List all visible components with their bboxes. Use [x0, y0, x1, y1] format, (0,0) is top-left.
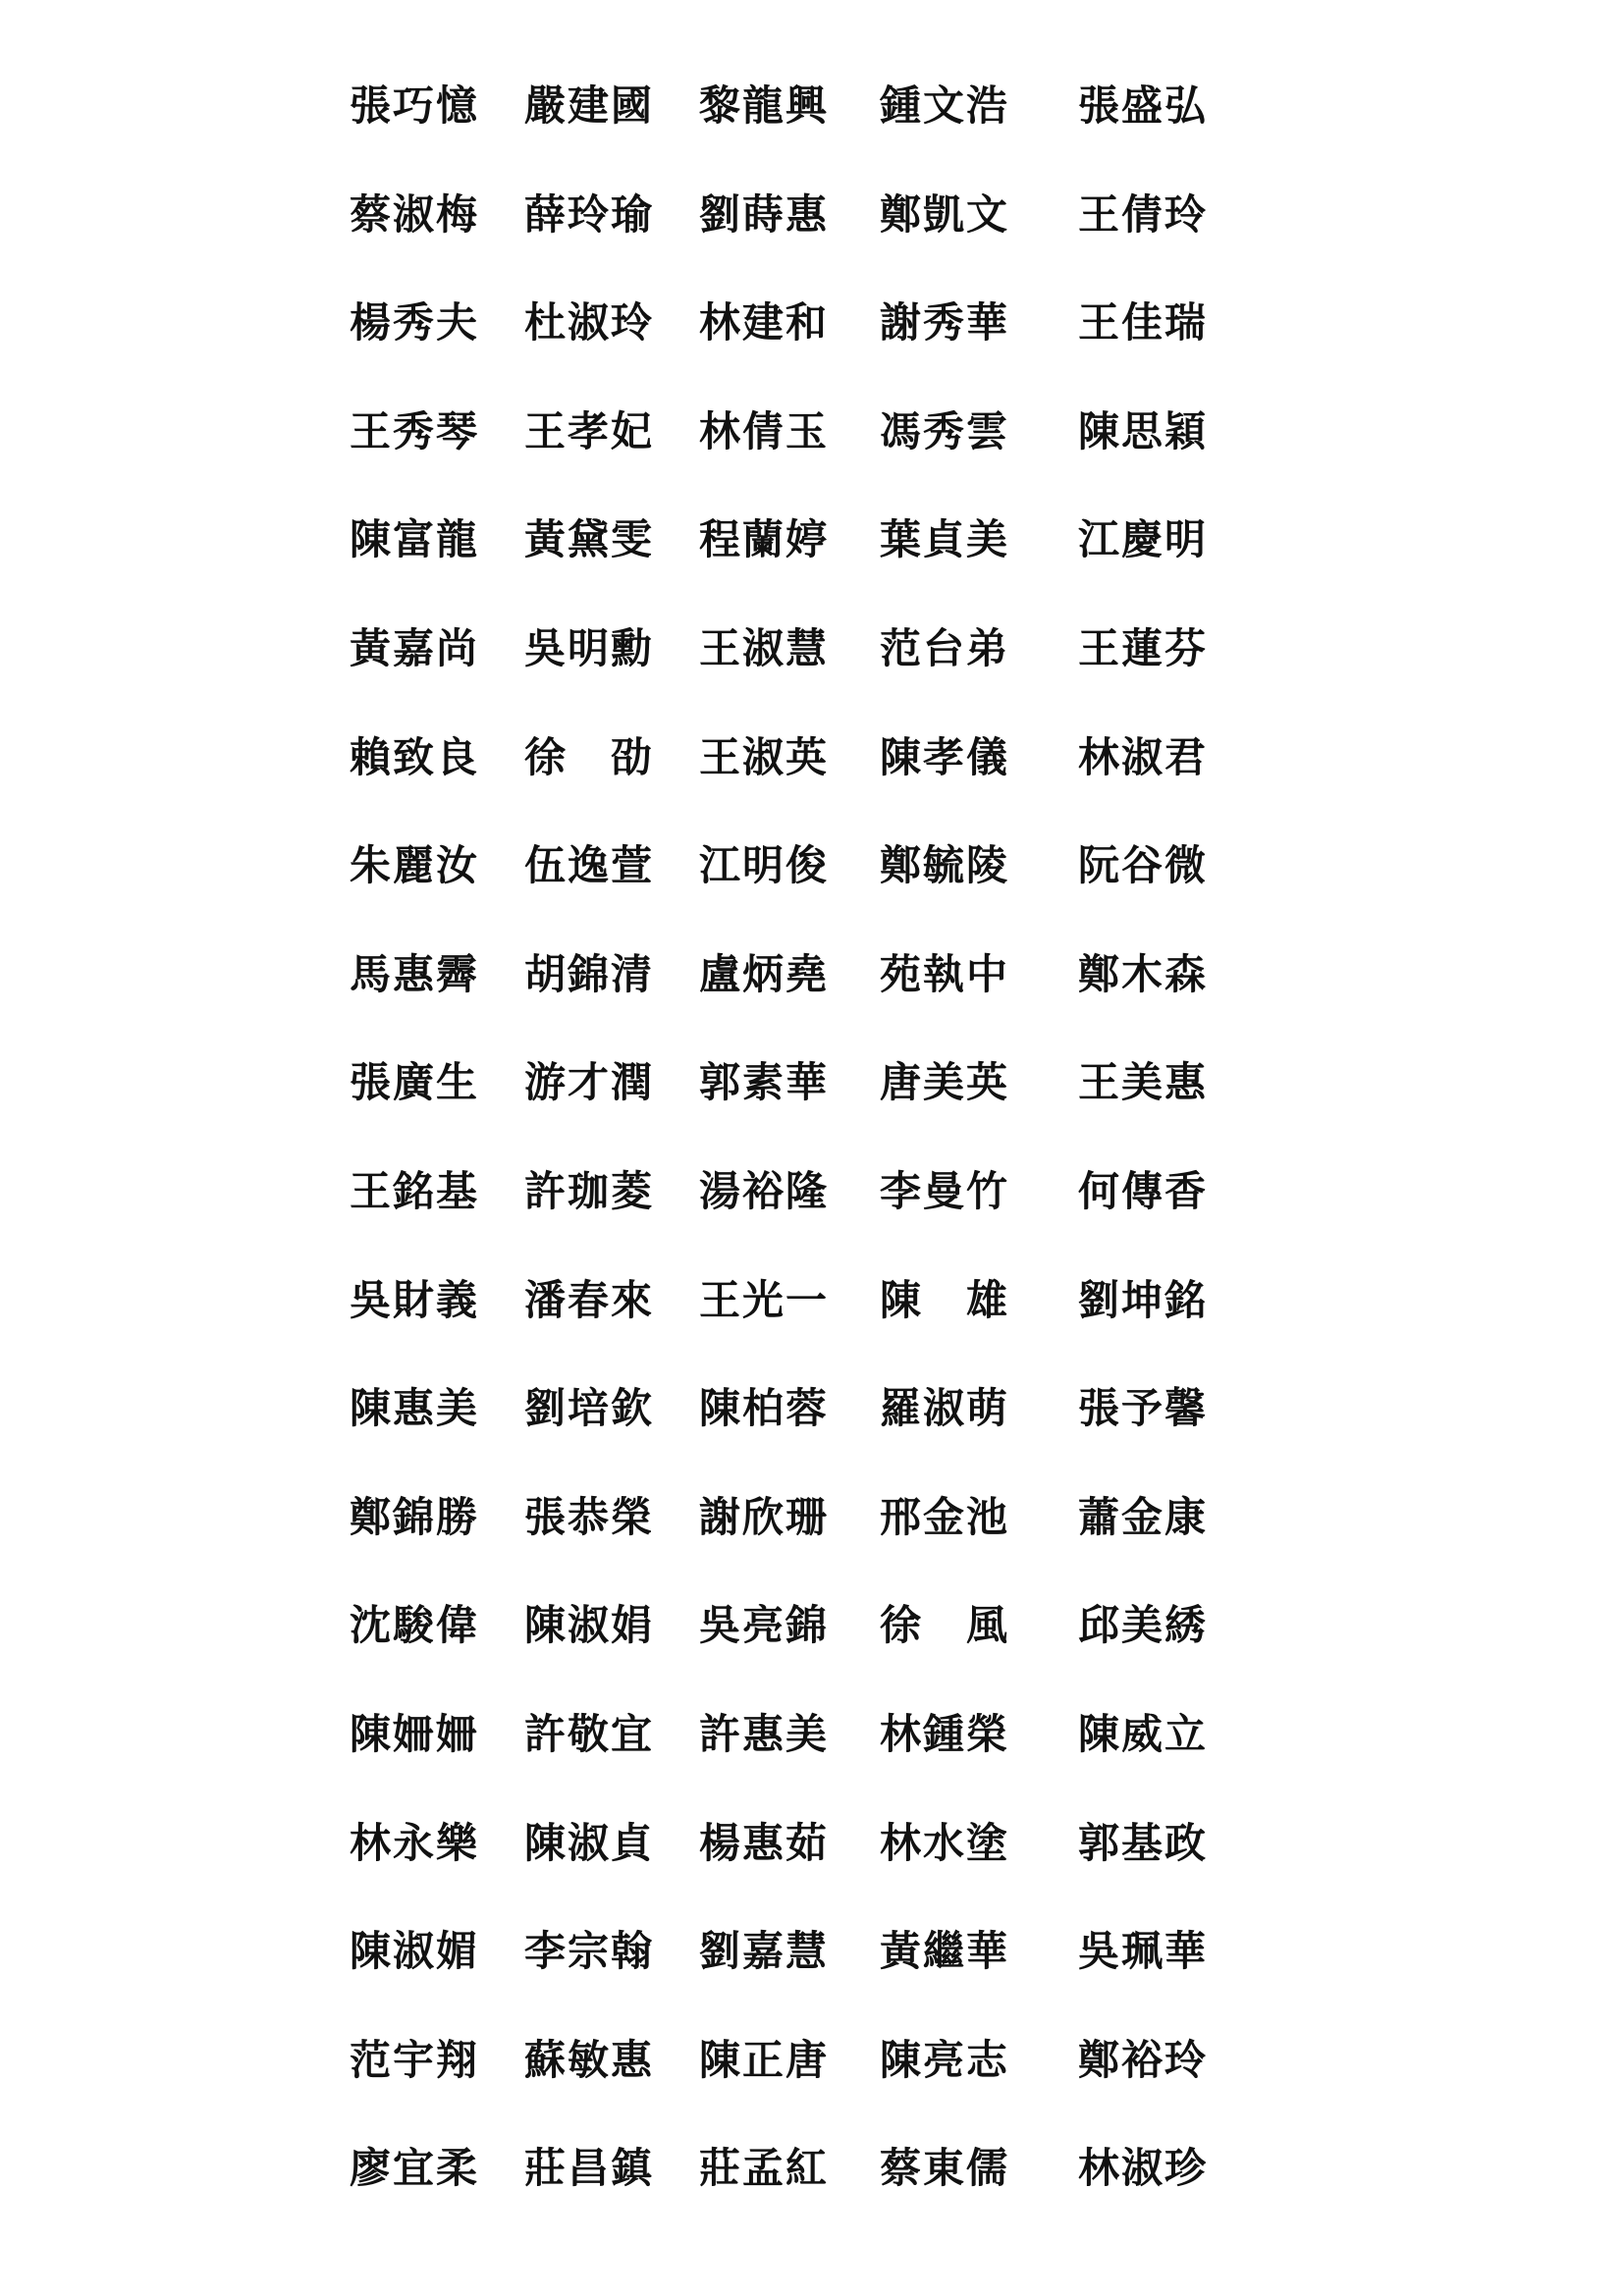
name-entry: 莊孟紅 — [699, 2144, 830, 2193]
name-entry: 林倩玉 — [699, 406, 830, 455]
name-entry: 張巧憶 — [350, 81, 480, 130]
name-entry: 江明俊 — [699, 841, 830, 890]
name-row — [0, 67, 1624, 145]
name-entry: 黃繼華 — [880, 1927, 1010, 1976]
name-entry: 王倩玲 — [1078, 189, 1209, 239]
name-entry: 賴致良 — [350, 732, 480, 781]
name-entry: 唐美英 — [880, 1058, 1010, 1107]
name-row — [0, 1804, 1624, 1883]
name-row — [0, 1912, 1624, 1991]
name-entry: 楊秀夫 — [350, 298, 480, 347]
name-entry: 林淑君 — [1078, 732, 1209, 781]
name-entry: 林鍾榮 — [880, 1710, 1010, 1758]
name-entry: 陳柏蓉 — [699, 1384, 830, 1433]
name-entry: 劉坤銘 — [1078, 1275, 1209, 1324]
name-entry: 蘇敏惠 — [524, 2035, 655, 2084]
name-entry: 吳珮華 — [1078, 1927, 1209, 1976]
name-entry: 鄭凱文 — [880, 189, 1010, 239]
name-entry: 葉貞美 — [880, 515, 1010, 564]
name-entry: 劉培欽 — [524, 1384, 655, 1433]
name-entry: 楊惠茹 — [699, 1818, 830, 1867]
name-row — [0, 935, 1624, 1014]
name-entry: 潘春來 — [524, 1275, 655, 1324]
name-entry: 鍾文浩 — [880, 81, 1010, 130]
name-row — [0, 1478, 1624, 1557]
name-entry: 蕭金康 — [1078, 1492, 1209, 1541]
name-entry: 許敬宜 — [524, 1710, 655, 1758]
name-row — [0, 1152, 1624, 1231]
name-entry: 吳財義 — [350, 1275, 480, 1324]
name-entry: 陳姍姍 — [350, 1710, 480, 1758]
name-entry: 伍逸萱 — [524, 841, 655, 890]
name-entry: 李宗翰 — [524, 1927, 655, 1976]
name-entry: 王孝妃 — [524, 406, 655, 455]
name-entry: 吳明勳 — [524, 624, 655, 672]
name-entry: 范台弟 — [880, 624, 1010, 672]
name-row — [0, 1043, 1624, 1122]
name-entry: 許珈菱 — [524, 1167, 655, 1215]
name-entry: 朱麗汝 — [350, 841, 480, 890]
name-entry: 謝秀華 — [880, 298, 1010, 347]
name-entry: 徐 劭 — [524, 732, 655, 781]
name-entry: 郭基政 — [1078, 1818, 1209, 1867]
name-entry: 張恭榮 — [524, 1492, 655, 1541]
name-entry: 馮秀雲 — [880, 406, 1010, 455]
name-entry: 邢金池 — [880, 1492, 1010, 1541]
name-row — [0, 1369, 1624, 1448]
name-entry: 李曼竹 — [880, 1167, 1010, 1215]
name-entry: 王銘基 — [350, 1167, 480, 1215]
name-row — [0, 284, 1624, 362]
name-entry: 王秀琴 — [350, 406, 480, 455]
name-entry: 林永樂 — [350, 1818, 480, 1867]
name-row — [0, 1695, 1624, 1774]
name-entry: 黃黛雯 — [524, 515, 655, 564]
name-entry: 羅淑萌 — [880, 1384, 1010, 1433]
name-entry: 嚴建國 — [524, 81, 655, 130]
name-entry: 馬惠霽 — [350, 949, 480, 998]
name-row — [0, 501, 1624, 579]
name-entry: 王美惠 — [1078, 1058, 1209, 1107]
name-entry: 蔡淑梅 — [350, 189, 480, 239]
name-entry: 黃嘉尚 — [350, 624, 480, 672]
name-entry: 王淑慧 — [699, 624, 830, 672]
name-entry: 江慶明 — [1078, 515, 1209, 564]
name-entry: 湯裕隆 — [699, 1167, 830, 1215]
name-entry: 陳惠美 — [350, 1384, 480, 1433]
name-entry: 鄭木森 — [1078, 949, 1209, 998]
name-entry: 薛玲瑜 — [524, 189, 655, 239]
name-row — [0, 393, 1624, 471]
name-entry: 張予馨 — [1078, 1384, 1209, 1433]
name-row — [0, 610, 1624, 688]
name-row — [0, 176, 1624, 254]
name-entry: 林淑珍 — [1078, 2144, 1209, 2193]
name-entry: 陳富龍 — [350, 515, 480, 564]
name-entry: 陳 雄 — [880, 1275, 1010, 1324]
name-entry: 張盛弘 — [1078, 81, 1209, 130]
name-entry: 廖宜柔 — [350, 2144, 480, 2193]
name-entry: 陳淑貞 — [524, 1818, 655, 1867]
name-row — [0, 2129, 1624, 2208]
name-row — [0, 719, 1624, 797]
name-entry: 陳淑媚 — [350, 1927, 480, 1976]
name-entry: 游才潤 — [524, 1058, 655, 1107]
name-entry: 王光一 — [699, 1275, 830, 1324]
name-entry: 王蓮芬 — [1078, 624, 1209, 672]
name-entry: 范宇翔 — [350, 2035, 480, 2084]
name-entry: 陳亮志 — [880, 2035, 1010, 2084]
name-entry: 黎龍興 — [699, 81, 830, 130]
name-entry: 何傳香 — [1078, 1167, 1209, 1215]
name-entry: 莊昌鎮 — [524, 2144, 655, 2193]
name-entry: 陳思穎 — [1078, 406, 1209, 455]
name-entry: 胡錦清 — [524, 949, 655, 998]
name-entry: 程蘭婷 — [699, 515, 830, 564]
name-entry: 陳正唐 — [699, 2035, 830, 2084]
name-row — [0, 827, 1624, 905]
name-entry: 謝欣珊 — [699, 1492, 830, 1541]
name-row — [0, 2021, 1624, 2100]
name-entry: 阮谷微 — [1078, 841, 1209, 890]
name-entry: 許惠美 — [699, 1710, 830, 1758]
name-entry: 王淑英 — [699, 732, 830, 781]
name-row — [0, 1586, 1624, 1665]
name-entry: 苑執中 — [880, 949, 1010, 998]
name-entry: 鄭毓陵 — [880, 841, 1010, 890]
name-entry: 沈駿偉 — [350, 1601, 480, 1650]
name-entry: 吳亮錦 — [699, 1601, 830, 1650]
name-entry: 陳威立 — [1078, 1710, 1209, 1758]
name-entry: 杜淑玲 — [524, 298, 655, 347]
name-entry: 劉嘉慧 — [699, 1927, 830, 1976]
name-entry: 鄭錦勝 — [350, 1492, 480, 1541]
name-entry: 陳孝儀 — [880, 732, 1010, 781]
name-entry: 劉蒔惠 — [699, 189, 830, 239]
name-entry: 徐 風 — [880, 1601, 1010, 1650]
name-entry: 蔡東儒 — [880, 2144, 1010, 2193]
name-entry: 張廣生 — [350, 1058, 480, 1107]
name-entry: 鄭裕玲 — [1078, 2035, 1209, 2084]
name-row — [0, 1261, 1624, 1340]
name-entry: 陳淑娟 — [524, 1601, 655, 1650]
name-entry: 王佳瑞 — [1078, 298, 1209, 347]
name-entry: 郭素華 — [699, 1058, 830, 1107]
name-entry: 林建和 — [699, 298, 830, 347]
name-entry: 林水塗 — [880, 1818, 1010, 1867]
name-entry: 邱美綉 — [1078, 1601, 1209, 1650]
name-entry: 盧炳堯 — [699, 949, 830, 998]
